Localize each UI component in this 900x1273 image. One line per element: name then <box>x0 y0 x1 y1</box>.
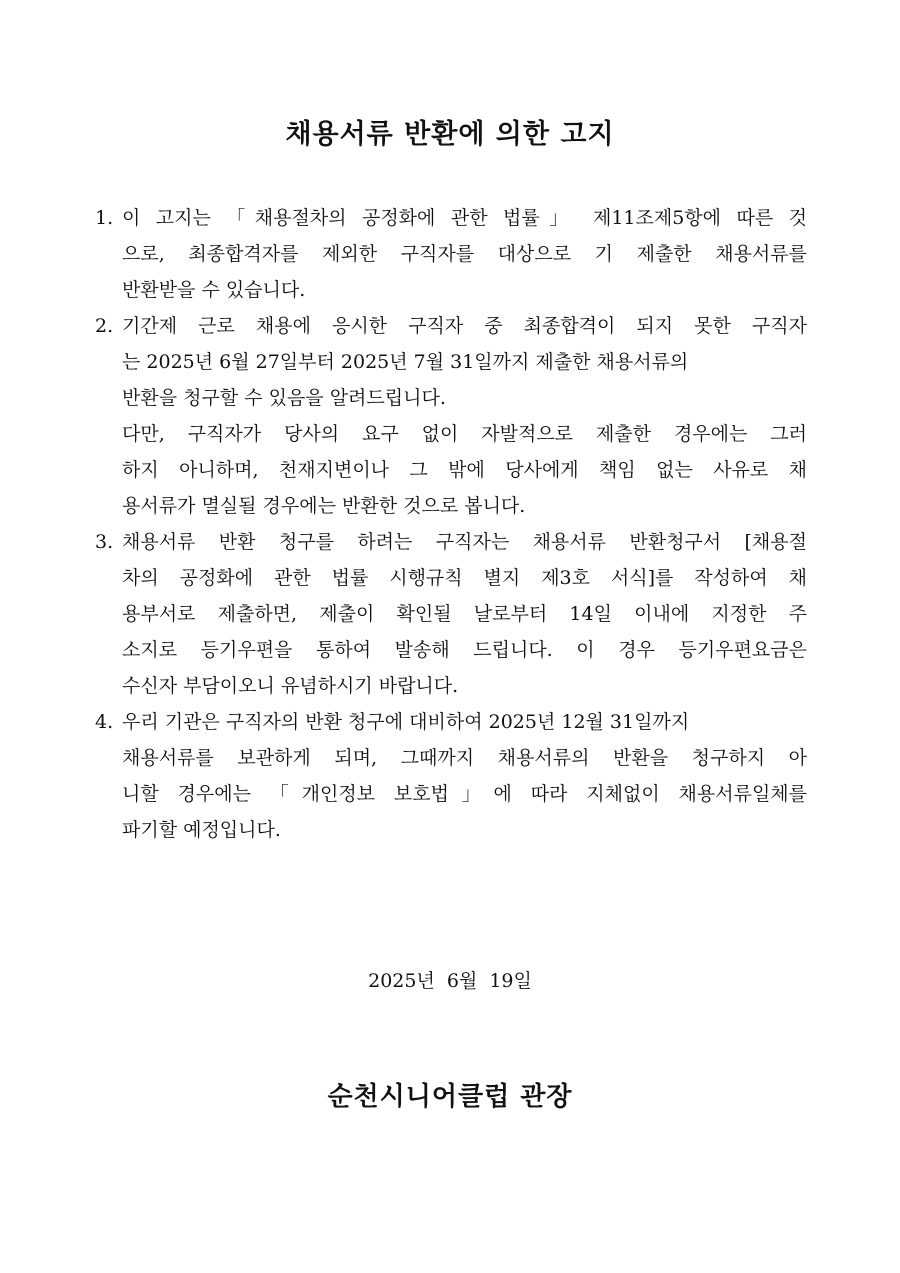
item-line: 반환받을 수 있습니다. <box>122 279 306 301</box>
notice-item-1 <box>92 200 807 308</box>
document-signature: 순천시니어클럽 관장 <box>327 1082 573 1112</box>
document-title: 채용서류 반환에 의한 고지 <box>285 119 615 150</box>
item-line: 용부서로 제출하면, 제출이 확인될 날로부터 14일 이내에 지정한 주 <box>122 603 807 625</box>
item-line: 채용서류 반환 청구를 하려는 구직자는 채용서류 반환청구서 [채용절 <box>122 531 807 553</box>
item-line: 기간제 근로 채용에 응시한 구직자 중 최종합격이 되지 못한 구직자 <box>122 315 807 337</box>
item-line: 우리 기관은 구직자의 반환 청구에 대비하여 2025년 12월 31일까지 <box>122 711 690 733</box>
item-line: 이 고지는 「채용절차의 공정화에 관한 법률」 제11조제5항에 따른 것 <box>122 207 807 229</box>
item-line: 채용서류를 보관하게 되며, 그때까지 채용서류의 반환을 청구하지 아 <box>122 747 807 769</box>
item-line: 는 2025년 6월 27일부터 2025년 7월 31일까지 제출한 채용서류의 <box>122 351 689 373</box>
item-line: 다만, 구직자가 당사의 요구 없이 자발적으로 제출한 경우에는 그러 <box>122 423 807 445</box>
notice-item-3 <box>92 524 807 704</box>
item-line: 반환을 청구할 수 있음을 알려드립니다. <box>122 387 446 409</box>
notice-item-2 <box>92 308 807 524</box>
document-date: 2025년 6월 19일 <box>368 970 532 992</box>
item-number: 4. <box>95 711 114 733</box>
item-line: 하지 아니하며, 천재지변이나 그 밖에 당사에게 책임 없는 사유로 채 <box>122 459 807 481</box>
notice-item-4 <box>92 704 807 848</box>
item-line: 용서류가 멸실될 경우에는 반환한 것으로 봅니다. <box>122 495 526 517</box>
item-line: 니할 경우에는 「개인정보 보호법」에 따라 지체없이 채용서류일체를 <box>122 783 807 805</box>
item-number: 1. <box>95 207 114 229</box>
item-line: 수신자 부담이오니 유념하시기 바랍니다. <box>122 675 459 697</box>
item-line: 소지로 등기우편을 통하여 발송해 드립니다. 이 경우 등기우편요금은 <box>122 639 807 661</box>
item-line: 차의 공정화에 관한 법률 시행규칙 별지 제3호 서식]를 작성하여 채 <box>122 567 807 589</box>
item-line: 으로, 최종합격자를 제외한 구직자를 대상으로 기 제출한 채용서류를 <box>122 243 807 265</box>
notice-list <box>92 200 807 848</box>
item-number: 2. <box>95 315 114 337</box>
item-line: 파기할 예정입니다. <box>122 819 281 841</box>
item-number: 3. <box>95 531 114 553</box>
